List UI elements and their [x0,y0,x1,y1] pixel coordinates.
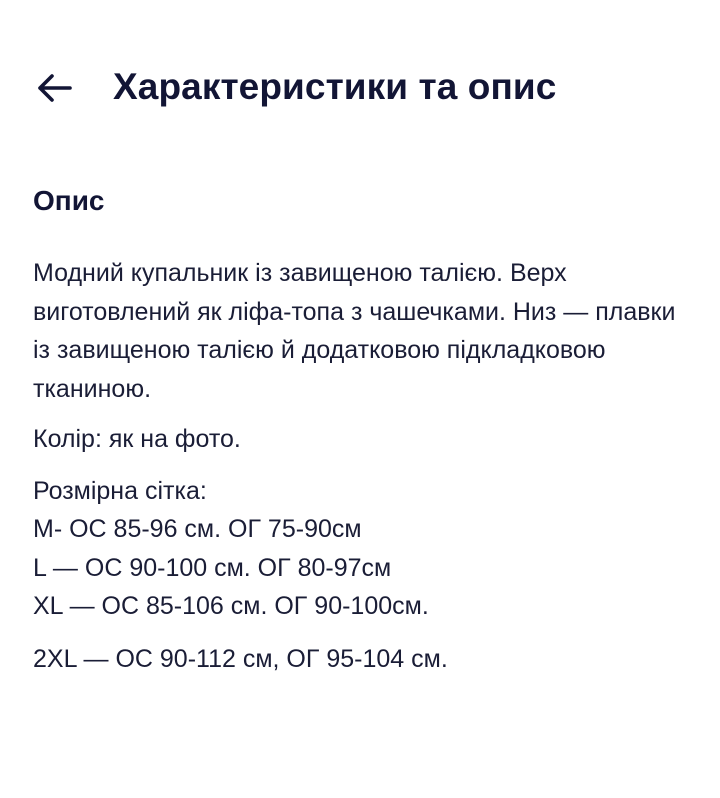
color-text: Колір: як на фото. [33,425,241,453]
size-row: M- ОС 85-96 см. ОГ 75-90см [33,515,362,543]
size-row-2xl: 2XL — ОС 90-112 см, ОГ 95-104 см. [33,644,448,673]
header-bar [0,0,720,175]
size-grid-label: Розмірна сітка: [33,476,207,505]
section-heading: Опис [33,185,105,216]
size-grid [33,472,683,626]
arrow-left-icon [36,73,72,103]
description-text: Модний купальник із завищеною талією. Верх виготовлений як ліфа-топа з чашечками. Низ — плавки із завищеною талією й додатковою підкладковою тканиною. [33,259,676,403]
page-title: Характеристики та опис [113,66,557,107]
back-button[interactable] [34,68,74,108]
size-row: L — ОС 90-100 см. ОГ 80-97см [33,553,392,582]
size-row: XL — ОС 85-106 см. ОГ 90-100см. [33,592,429,620]
description-section [33,183,683,678]
